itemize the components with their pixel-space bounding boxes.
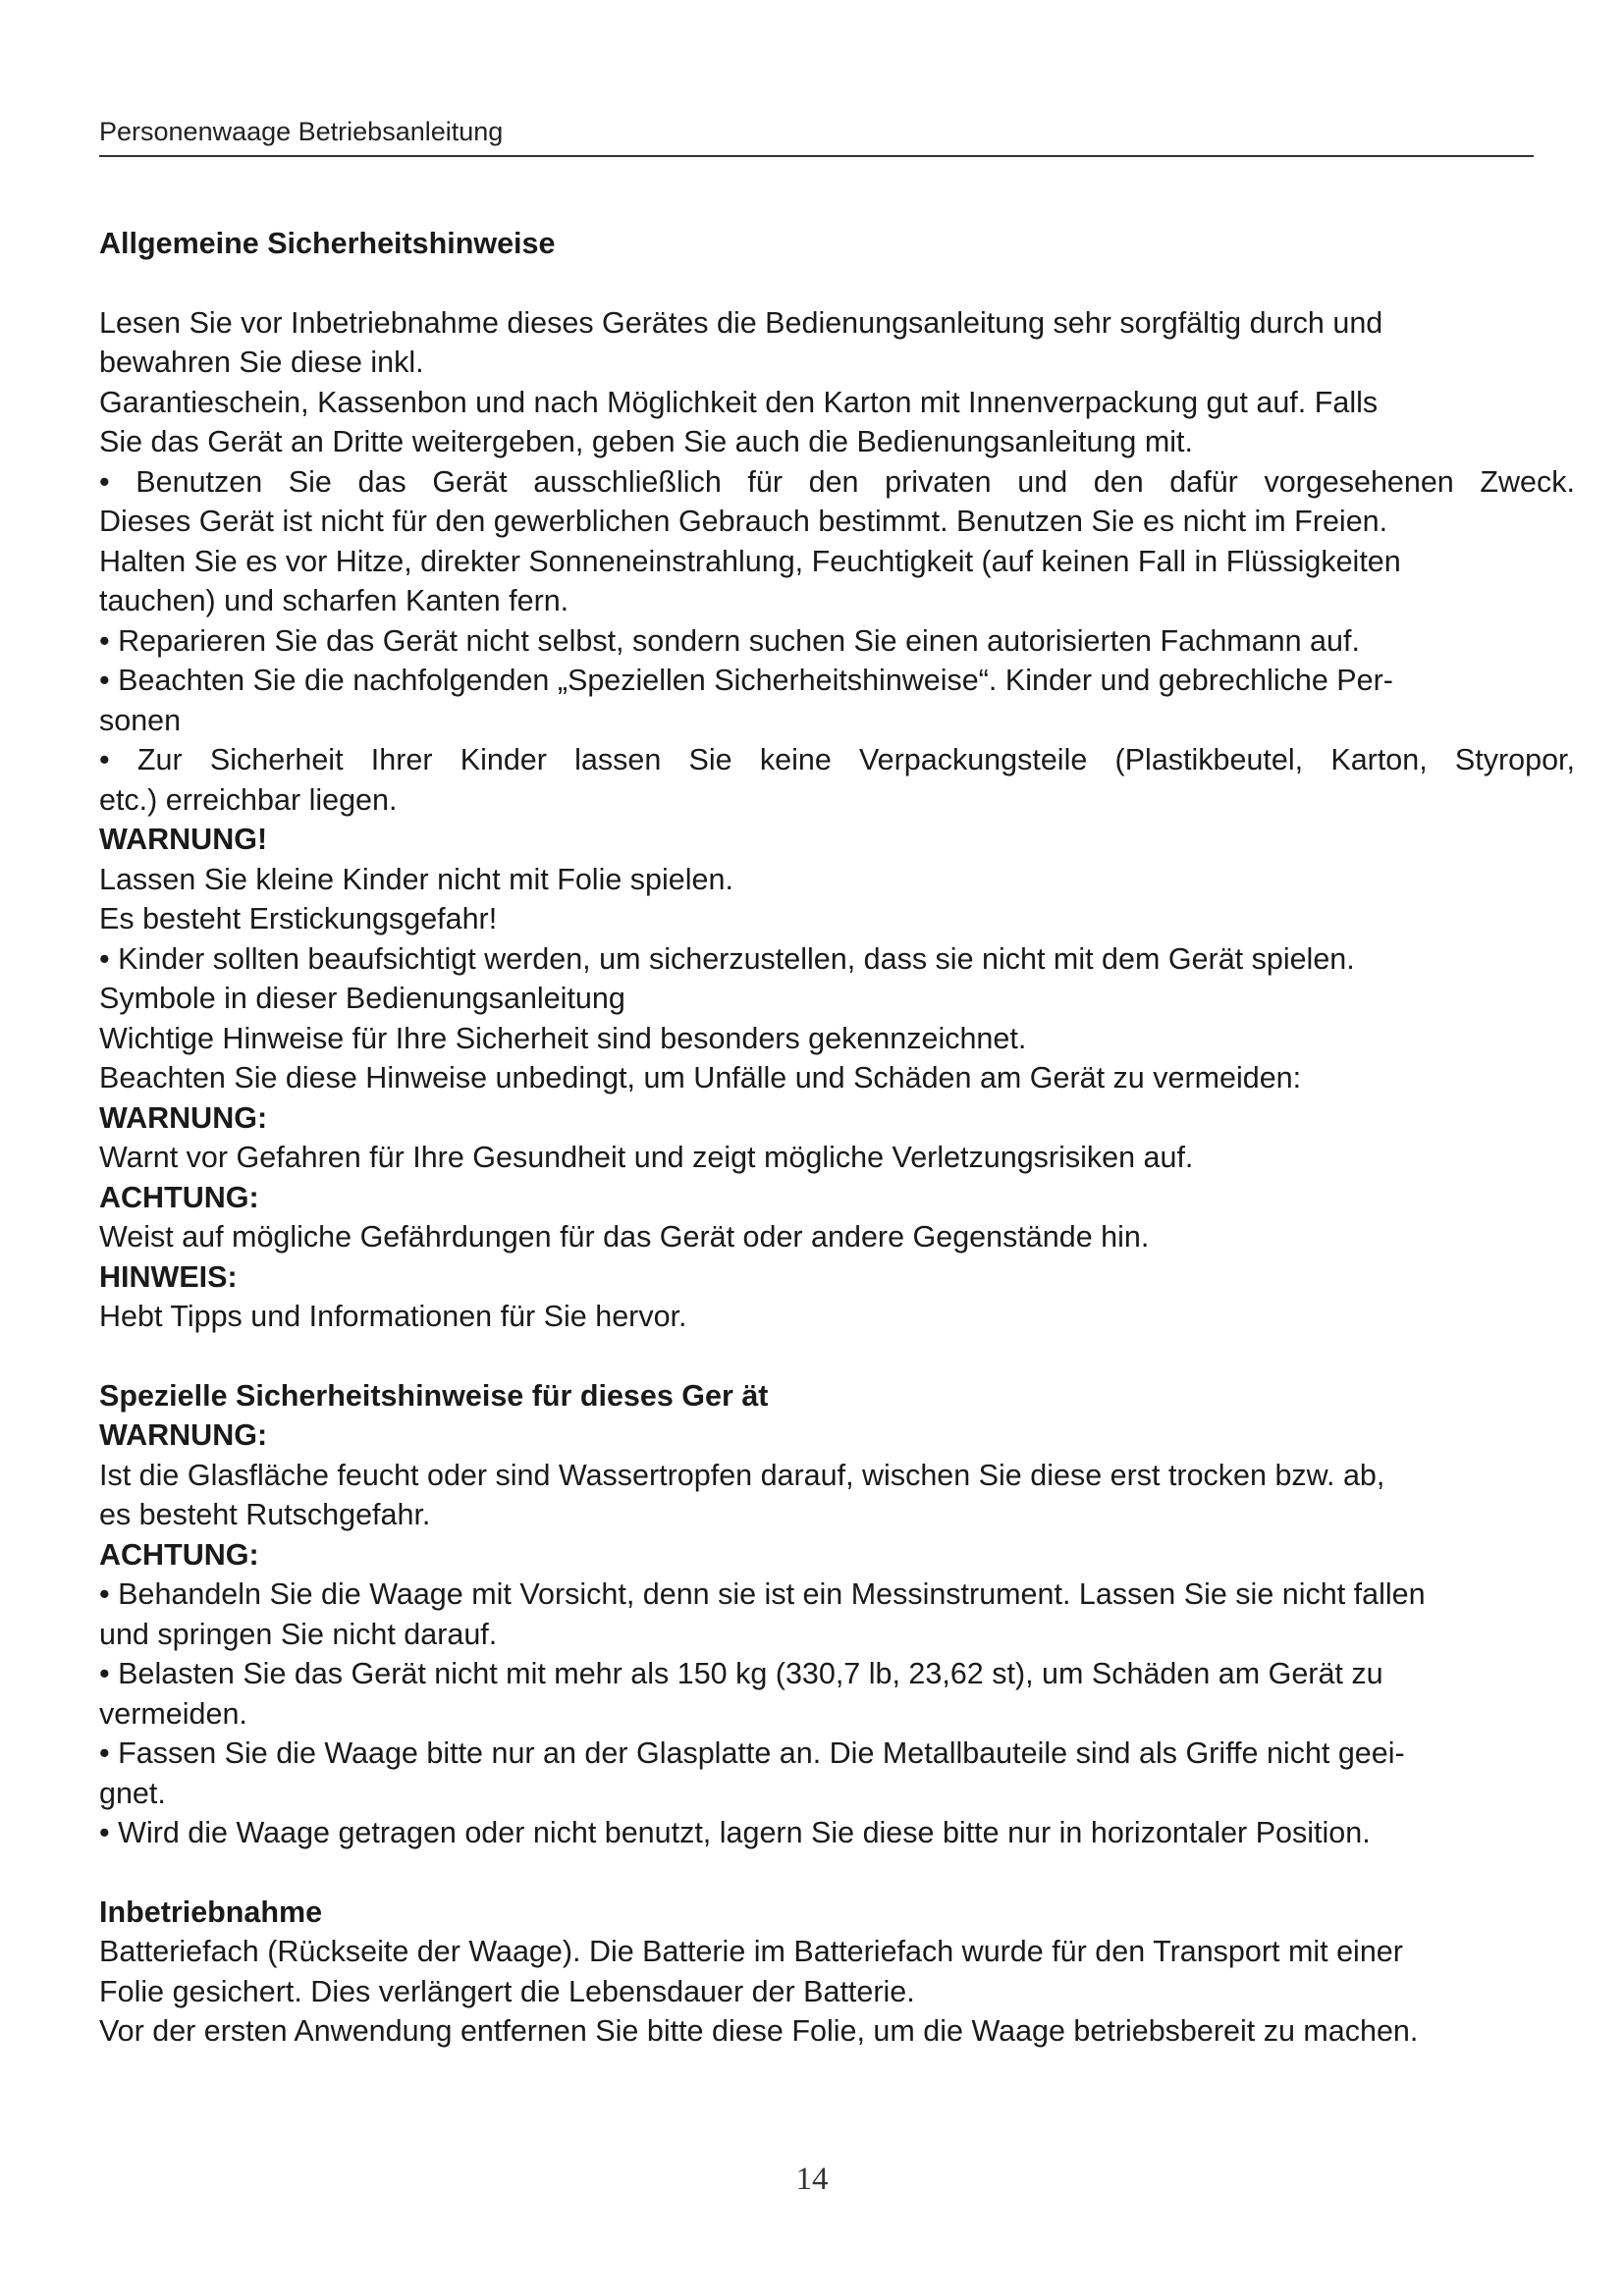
paragraph-line: es besteht Rutschgefahr. bbox=[99, 1498, 431, 1531]
paragraph-line: Lesen Sie vor Inbetriebnahme dieses Gerätes die Bedienungsanleitung sehr sorgfältig durch und bbox=[99, 305, 1383, 340]
symbol-definitions bbox=[99, 1098, 1592, 1337]
bullet-line: • Fassen Sie die Waage bitte nur an der Glasplatte an. Die Metallbauteile sind als Griffe nicht geei- bbox=[99, 1736, 1405, 1770]
paragraph-line: Folie gesichert. Dies verlängert die Lebensdauer der Batterie. bbox=[99, 1974, 915, 2008]
paragraph-line: tauchen) und scharfen Kanten fern. bbox=[99, 584, 569, 617]
paragraph-line: vermeiden. bbox=[99, 1696, 247, 1731]
children-warning-body bbox=[99, 860, 1592, 1098]
page-content bbox=[99, 224, 1592, 2052]
paragraph-line: Dieses Gerät ist nicht für den gewerblichen Gebrauch bestimmt. Benutzen Sie es nicht im Freien. bbox=[99, 505, 1388, 538]
paragraph-line: Batteriefach (Rückseite der Waage). Die Batterie im Batteriefach wurde für den Transport mit einer bbox=[99, 1935, 1403, 1968]
paragraph-line: Wichtige Hinweise für Ihre Sicherheit sind besonders gekennzeichnet. bbox=[99, 1021, 1027, 1055]
paragraph-line: Vor der ersten Anwendung entfernen Sie bitte diese Folie, um die Waage betriebsbereit zu machen. bbox=[99, 2014, 1419, 2048]
bullet-line: • Kinder sollten beaufsichtigt werden, um sicherzustellen, dass sie nicht mit dem Gerät spielen. bbox=[99, 941, 1355, 976]
section-heading-commissioning: Inbetriebnahme bbox=[99, 1895, 323, 1929]
bullet-line: • Reparieren Sie das Gerät nicht selbst, sondern suchen Sie einen autorisierten Fachmann auf. bbox=[99, 623, 1360, 658]
section-heading-special-safety: Spezielle Sicherheitshinweise für dieses Ger ät bbox=[99, 1378, 769, 1413]
paragraph-line: Sie das Gerät an Dritte weitergeben, geben Sie auch die Bedienungsanleitung mit. bbox=[99, 425, 1193, 458]
bullet-line: • Behandeln Sie die Waage mit Vorsicht, denn sie ist ein Messinstrument. Lassen Sie sie nicht fallen bbox=[99, 1577, 1426, 1611]
caution-body bbox=[99, 1575, 1592, 1853]
paragraph-line: Garantieschein, Kassenbon und nach Möglichkeit den Karton mit Innenverpackung gut auf. Falls bbox=[99, 385, 1379, 419]
paragraph-line: gnet. bbox=[99, 1776, 166, 1810]
spacer bbox=[99, 1853, 1592, 1893]
bullet-line: • Belasten Sie das Gerät nicht mit mehr als 150 kg (330,7 lb, 23,62 st), um Schäden am Gerät zu bbox=[99, 1657, 1383, 1690]
paragraph-line: Es besteht Erstickungsgefahr! bbox=[99, 902, 498, 935]
paragraph-line: Beachten Sie diese Hinweise unbedingt, um Unfälle und Schäden am Gerät zu vermeiden: bbox=[99, 1061, 1302, 1095]
bullet-line: • Wird die Waage getragen oder nicht benutzt, lagern Sie diese bitte nur in horizontaler Position. bbox=[99, 1816, 1371, 1849]
symbol-label-warning: WARNUNG: bbox=[99, 1100, 268, 1135]
general-safety-body bbox=[99, 303, 1592, 821]
warning-label: WARNUNG! bbox=[99, 823, 268, 856]
paragraph-line: bewahren Sie diese inkl. bbox=[99, 346, 424, 379]
paragraph-line: sonen bbox=[99, 703, 182, 737]
section-heading-general-safety: Allgemeine Sicherheitshinweise bbox=[99, 227, 556, 260]
commissioning-body bbox=[99, 1932, 1592, 2052]
spacer bbox=[99, 1337, 1592, 1376]
warning-label: WARNUNG: bbox=[99, 1418, 268, 1452]
paragraph-line: Ist die Glasfläche feucht oder sind Wassertropfen darauf, wischen Sie diese erst trocken bzw. ab, bbox=[99, 1458, 1385, 1492]
page-number: 14 bbox=[795, 2162, 829, 2197]
symbol-text-warning: Warnt vor Gefahren für Ihre Gesundheit und zeigt mögliche Verletzungsrisiken auf. bbox=[99, 1141, 1194, 1174]
header-rule bbox=[99, 155, 1534, 157]
bullet-line: • Beachten Sie die nachfolgenden „Speziellen Sicherheitshinweise“. Kinder und gebrechliche Per- bbox=[99, 664, 1393, 697]
paragraph-line: etc.) erreichbar liegen. bbox=[99, 782, 398, 817]
symbol-label-caution: ACHTUNG: bbox=[99, 1180, 259, 1214]
spacer bbox=[99, 264, 1592, 303]
paragraph-line: Lassen Sie kleine Kinder nicht mit Folie spielen. bbox=[99, 862, 733, 896]
symbol-text-note: Hebt Tipps und Informationen für Sie hervor. bbox=[99, 1300, 687, 1333]
symbol-label-note: HINWEIS: bbox=[99, 1259, 238, 1294]
caution-label: ACHTUNG: bbox=[99, 1537, 259, 1572]
symbol-text-caution: Weist auf mögliche Gefährdungen für das Gerät oder andere Gegenstände hin. bbox=[99, 1220, 1150, 1254]
paragraph-line: Symbole in dieser Bedienungsanleitung bbox=[99, 982, 625, 1015]
running-header: Personenwaage Betriebsanleitung bbox=[99, 117, 504, 146]
slip-warning-body bbox=[99, 1456, 1592, 1535]
bullet-line: • Benutzen Sie das Gerät ausschließlich für den privaten und den dafür vorgesehenen Zweck. bbox=[99, 464, 1575, 499]
paragraph-line: und springen Sie nicht darauf. bbox=[99, 1617, 498, 1651]
paragraph-line: Halten Sie es vor Hitze, direkter Sonneneinstrahlung, Feuchtigkeit (auf keinen Fall in Flüssigkeiten bbox=[99, 544, 1401, 578]
bullet-line: • Zur Sicherheit Ihrer Kinder lassen Sie keine Verpackungsteile (Plastikbeutel, Karton, Styropor, bbox=[99, 743, 1575, 776]
